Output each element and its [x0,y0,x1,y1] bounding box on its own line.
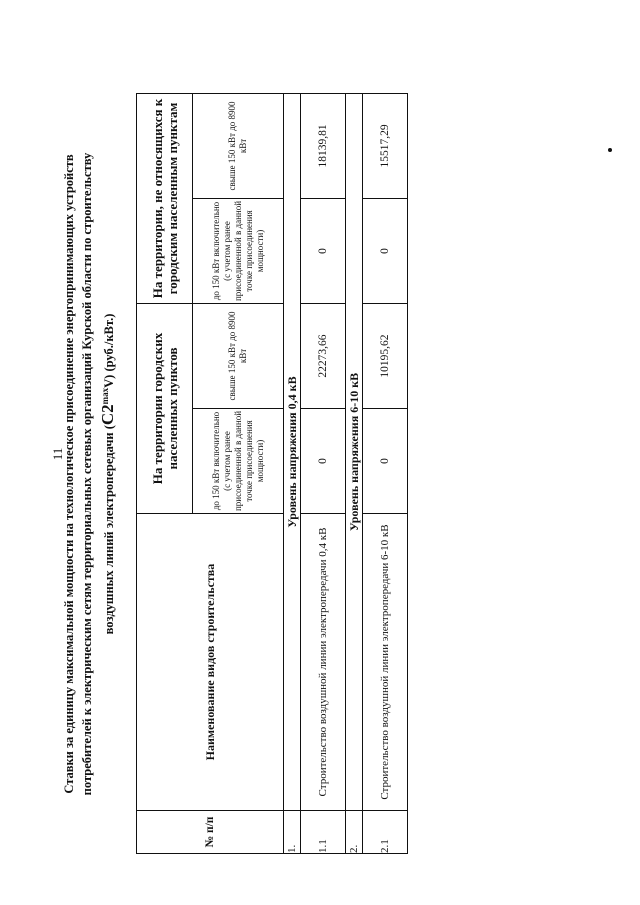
nonurban-high-value: 18139,81 [301,93,346,198]
header-name: Наименование видов строительства [137,514,284,811]
nonurban-low-value: 0 [301,198,346,303]
section-number: 1. [284,811,301,854]
title-line-3-suffix: V) (руб./кВт.) [102,313,117,388]
formula-symbol: C2 [98,404,118,426]
urban-low-value: 0 [301,409,346,514]
construction-type: Строительство воздушной линии электропередачи 6-10 кВ [363,514,408,811]
header-row-groups [137,93,193,853]
tariff-table [136,93,408,854]
header-urban-high: свыше 150 кВт до 8900 кВт [193,303,284,408]
table-row [363,93,408,853]
nonurban-low-value: 0 [363,198,408,303]
stray-dot-mark [608,148,612,152]
title-line-2: потребителей к электрическим сетям территориальных сетевых организаций Курской области по строительству [80,152,94,796]
section-row [346,93,363,853]
title-line-3 [96,94,118,854]
urban-high-value: 22273,66 [301,303,346,408]
title-line-1: Ставки за единицу максимальной мощности на технологическое присоединение энергопринимающих устройств [62,154,76,794]
row-number: 2.1 [363,811,408,854]
header-nonurban-high: свыше 150 кВт до 8900 кВт [193,93,284,198]
section-number: 2. [346,811,363,854]
section-row [284,93,301,853]
header-number: № п/п [137,811,284,854]
urban-high-value: 10195,62 [363,303,408,408]
voltage-level-heading: Уровень напряжения 0,4 кВ [284,93,301,810]
header-urban: На территории городских населенных пунктов [137,303,193,513]
title-line-3-prefix: воздушных линий электропередачи ( [102,425,117,635]
header-nonurban: На территории, не относящихся к городским населенным пунктам [137,93,193,303]
rotated-page-content [60,94,560,854]
formula-superscript: max [100,387,110,405]
urban-low-value: 0 [363,409,408,514]
table-row [301,93,346,853]
nonurban-high-value: 15517,29 [363,93,408,198]
row-number: 1.1 [301,811,346,854]
header-urban-low: до 150 кВт включительно (с учетом ранее присоединенной в данной точке присоединения мощности) [193,409,284,514]
header-nonurban-low: до 150 кВт включительно (с учетом ранее присоединенной в данной точке присоединения мощности) [193,198,284,303]
page-number: 11 [50,447,65,461]
construction-type: Строительство воздушной линии электропередачи 0,4 кВ [301,514,346,811]
voltage-level-heading: Уровень напряжения 6-10 кВ [346,93,363,810]
document-title [60,94,118,854]
